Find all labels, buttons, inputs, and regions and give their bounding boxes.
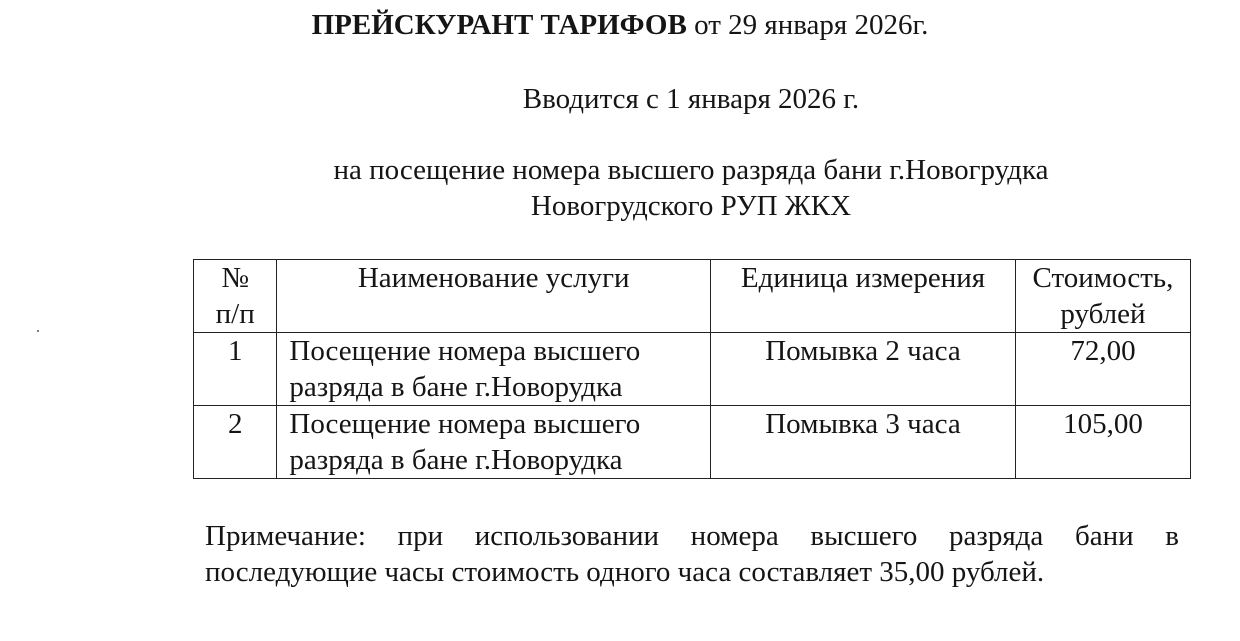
header-number-line-1: № [221, 262, 250, 294]
row-number: 2 [194, 406, 277, 479]
header-service-name: Наименование услуги [277, 260, 711, 333]
row-unit: Помывка 3 часа [711, 406, 1016, 479]
subject-line-2: Новогрудского РУП ЖКХ [530, 190, 852, 222]
row-cost: 72,00 [1015, 333, 1190, 406]
row-service-name-line-1: Посещение номера высшего [289, 408, 641, 440]
header-cost-line-2: рублей [1060, 298, 1146, 330]
scan-speck [37, 330, 39, 332]
row-service-name [277, 406, 711, 479]
title-date-text: от 29 января 2026г. [686, 9, 929, 41]
table-header-row [194, 260, 1191, 333]
title-bold-text: ПРЕЙСКУРАНТ ТАРИФОВ [311, 9, 687, 41]
document-title [82, 6, 1158, 44]
row-service-name-line-2: разряда в бане г.Новорудка [289, 371, 623, 403]
row-cost: 105,00 [1015, 406, 1190, 479]
table-row [194, 333, 1191, 406]
header-cost-line-1: Стоимость, [1032, 262, 1174, 294]
footnote-line-2: последующие часы стоимость одного часа составляет 35,00 рублей. [205, 556, 1045, 588]
tariff-table [193, 259, 1191, 479]
row-unit: Помывка 2 часа [711, 333, 1016, 406]
header-unit: Единица измерения [711, 260, 1016, 333]
table-row [194, 406, 1191, 479]
row-service-name-line-1: Посещение номера высшего [289, 335, 641, 367]
footnote [205, 518, 1179, 590]
row-service-name [277, 333, 711, 406]
effective-date: Вводится с 1 января 2026 г. [522, 83, 860, 115]
row-service-name-line-2: разряда в бане г.Новорудка [289, 444, 623, 476]
row-number: 1 [194, 333, 277, 406]
header-cost [1015, 260, 1190, 333]
header-number [194, 260, 277, 333]
header-number-line-2: п/п [215, 298, 255, 330]
footnote-line-1: Примечание: при использовании номера высшего разряда бани в [205, 520, 1179, 552]
document-subject [0, 152, 1240, 224]
subject-line-1: на посещение номера высшего разряда бани г.Новогрудка [333, 154, 1049, 186]
